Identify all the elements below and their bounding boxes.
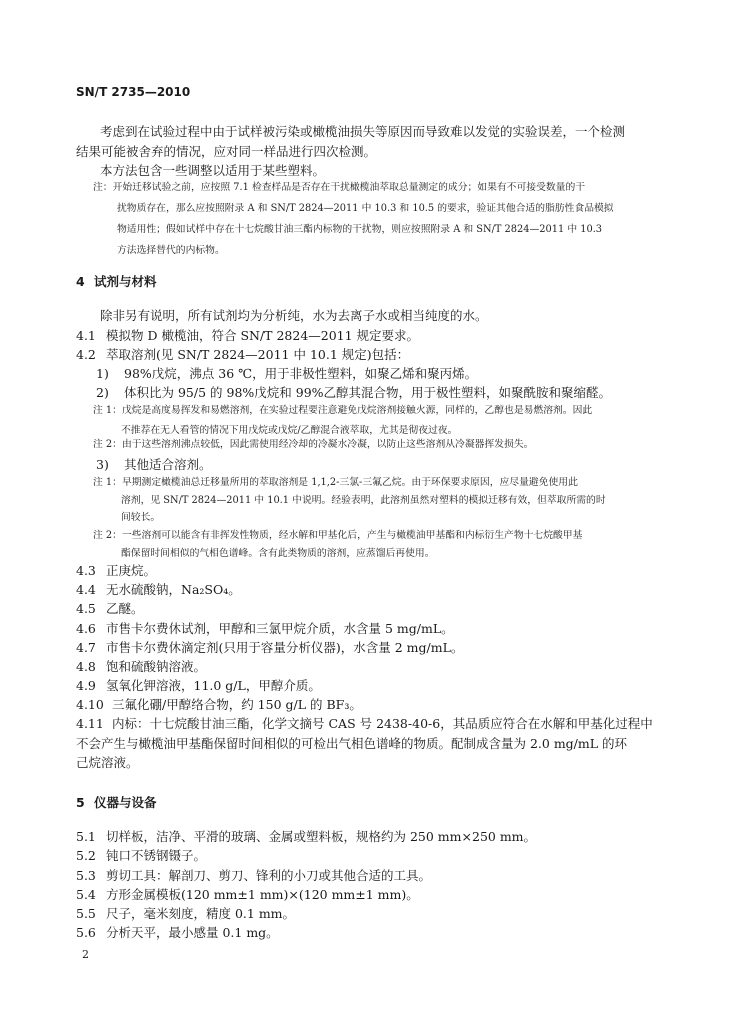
intro-para1-line1: 考虑到在试验过程中由于试样被污染或橄榄油损失等原因而导致难以发觉的实验误差，一个检测 (100, 124, 626, 139)
intro-para1-line2: 结果可能被舍弃的情况，应对同一样品进行四次检测。 (76, 144, 377, 159)
item-4-10: 4.10 三氟化硼/甲醇络合物，约 150 g/L 的 BF₃。 (76, 697, 362, 712)
item-4-7: 4.7 市售卡尔费休滴定剂(只用于容量分析仪器)，水含量 2 mg/mL。 (76, 640, 464, 655)
document-code: SN/T 2735—2010 (76, 85, 191, 99)
section-title: 仪器与设备 (94, 795, 157, 810)
item-5-6: 5.6 分析天平，最小感量 0.1 mg。 (76, 925, 279, 940)
item-4-9: 4.9 氢氧化钾溶液，11.0 g/L，甲醇介质。 (76, 678, 321, 693)
note-1: 注 1：戊烷是高度易挥发和易燃溶剂，在实验过程要注意避免戊烷溶剂接触火源，同样的，乙醇也是易燃溶剂。因此 (93, 405, 593, 416)
item-4-3: 4.3 正庚烷。 (76, 563, 157, 578)
note-3: 注 1：早期测定橄榄油总迁移量所用的萃取溶剂是 1,1,2-三氯-三氟乙烷。由于环保要求原因，应尽量避免使用此 (93, 477, 578, 488)
item-4-5: 4.5 乙醚。 (76, 601, 144, 616)
item-5-2: 5.2 钝口不锈钢镊子。 (76, 848, 207, 863)
item-4-2: 4.2 萃取溶剂(见 SN/T 2824—2011 中 10.1 规定)包括： (76, 347, 410, 362)
item-4-11: 4.11 内标：十七烷酸甘油三酯，化学文摘号 CAS 号 2438-40-6，其品质应符合在水解和甲基化过程中 (76, 716, 653, 731)
intro-note: 注：开始迁移试验之前，应按照 7.1 检查样品是否存在干扰橄榄油萃取总量测定的成分；如果有不可接受数量的干 (93, 182, 586, 193)
item-4-4: 4.4 无水硫酸钠，Na₂SO₄。 (76, 582, 241, 597)
section-4-intro: 除非另有说明，所有试剂均为分析纯，水为去离子水或相当纯度的水。 (100, 308, 488, 323)
note-1-line2: 不推荐在无人看管的情况下用戊烷或戊烷/乙醇混合液萃取，尤其是彻夜过夜。 (121, 425, 458, 436)
note-3-line2: 溶剂，见 SN/T 2824—2011 中 10.1 中说明。经验表明，此溶剂虽然对塑料的模拟迁移有效，但萃取所需的时 (121, 495, 606, 506)
item-4-1: 4.1 模拟物 D 橄榄油，符合 SN/T 2824—2011 规定要求。 (76, 328, 420, 343)
note-3-line3: 间较长。 (121, 512, 161, 523)
page-number: 2 (82, 948, 89, 961)
note-label: 注： (93, 182, 113, 193)
item-4-2-sub3: 3) 其他适合溶剂。 (96, 457, 212, 472)
item-5-3: 5.3 剪切工具：解剖刀、剪刀、锋利的小刀或其他合适的工具。 (76, 868, 432, 883)
item-4-8: 4.8 饱和硫酸钠溶液。 (76, 659, 207, 674)
section-number: 5 (76, 795, 85, 810)
item-4-2-sub1: 1) 98%戊烷，沸点 36 ℃，用于非极性塑料，如聚乙烯和聚丙烯。 (96, 366, 478, 381)
section-4-heading (76, 272, 157, 290)
item-4-11-line3: 己烷溶液。 (76, 755, 139, 770)
item-5-1: 5.1 切样板，洁净、平滑的玻璃、金属或塑料板，规格约为 250 mm×250 mm。 (76, 829, 537, 844)
item-4-2-sub2: 2) 体积比为 95/5 的 98%戊烷和 99%乙醇其混合物，用于极性塑料，如聚酰胺和聚缩醛。 (96, 385, 612, 400)
item-4-6: 4.6 市售卡尔费休试剂，甲醇和三氯甲烷介质，水含量 5 mg/mL。 (76, 621, 454, 636)
section-number: 4 (76, 274, 85, 289)
note-4: 注 2：一些溶剂可以能含有非挥发性物质，经水解和甲基化后，产生与橄榄油甲基酯和内标衍生产物十七烷酸甲基 (93, 530, 583, 541)
intro-note-line2: 扰物质存在，那么应按照附录 A 和 SN/T 2824—2011 中 10.3 和 10.5 的要求，验证其他合适的脂肪性食品模拟 (117, 203, 614, 214)
item-5-5: 5.5 尺子，毫米刻度，精度 0.1 mm。 (76, 906, 296, 921)
intro-note-line3: 物适用性；假如试样中存在十七烷酸甘油三酯内标物的干扰物，则应按照附录 A 和 SN/T 2824—2011 中 10.3 (117, 224, 603, 235)
section-5-heading (76, 793, 157, 811)
item-4-11-line2: 不会产生与橄榄油甲基酯保留时间相似的可检出气相色谱峰的物质。配制成含量为 2.0 mg/mL 的环 (76, 736, 628, 751)
note-2: 注 2：由于这些溶剂沸点较低，因此需使用经冷却的冷凝水冷凝，以防止这些溶剂从冷凝器挥发损失。 (93, 439, 534, 450)
intro-para2: 本方法包含一些调整以适用于某些塑料。 (100, 163, 326, 178)
item-5-4: 5.4 方形金属模板(120 mm±1 mm)×(120 mm±1 mm)。 (76, 887, 419, 902)
note-4-line2: 酯保留时间相似的气相色谱峰。含有此类物质的溶剂，应蒸馏后再使用。 (121, 548, 435, 559)
intro-note-line4: 方法选择替代的内标物。 (117, 245, 225, 256)
section-title: 试剂与材料 (94, 274, 157, 289)
